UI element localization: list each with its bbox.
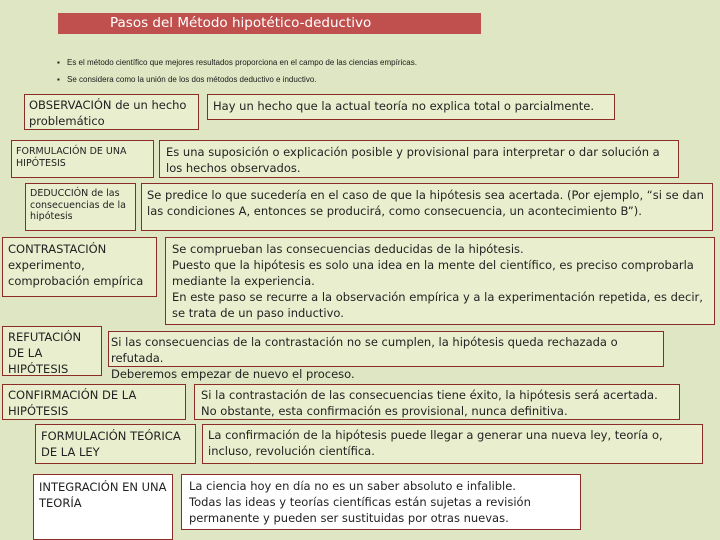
contrastacion-label-box	[2, 237, 157, 297]
observacion-text: Hay un hecho que la actual teoría no explica total o parcialmente.	[213, 99, 594, 113]
teoria-text-box	[181, 474, 581, 530]
formulacion-label: FORMULACIÓN DE UNA HIPÓTESIS	[16, 146, 127, 169]
contrastacion-line: Se comprueban las consecuencias deducidas de la hipótesis.	[172, 242, 524, 256]
bullet-dot-icon: ▪	[57, 58, 60, 67]
deduccion-label: DEDUCCIÓN de las consecuencias de la hipótesis	[30, 188, 126, 222]
teoria-label: INTEGRACIÓN EN UNA TEORÍA	[39, 480, 167, 510]
deduccion-text-box	[141, 183, 713, 231]
refutacion-text-box	[108, 331, 664, 381]
contrastacion-label: CONTRASTACIÓN experimento, comprobación empírica	[8, 242, 144, 288]
confirmacion-line: No obstante, esta confirmación es provisional, nunca definitiva.	[201, 404, 568, 418]
teoria-label-box	[33, 474, 173, 540]
bullet-item: ▪ Se considera como la unión de los dos métodos deductivo e inductivo.	[57, 71, 507, 88]
contrastacion-line: Puesto que la hipótesis es solo una idea en la mente del científico, es preciso comprobarla mediante la experiencia.	[172, 258, 694, 288]
refutacion-label-box	[2, 326, 102, 376]
bullet-item: ▪ Es el método científico que mejores resultados proporciona en el campo de las ciencias empíricas.	[57, 54, 507, 71]
refutacion-line: Si las consecuencias de la contrastación no se cumplen, la hipótesis queda rechazada o refutada.	[111, 335, 618, 365]
teoria-line: Todas las ideas y teorías científicas están sujetas a revisión permanente y pueden ser sustituidas por otras nuevas.	[189, 495, 531, 525]
confirmacion-label: CONFIRMACIÓN DE LA HIPÓTESIS	[8, 388, 137, 418]
confirmacion-text-box	[194, 384, 680, 420]
observacion-label-box	[24, 94, 199, 130]
formulacion-text-box	[159, 140, 679, 178]
observacion-text-box	[207, 94, 615, 120]
formulacion-label-box	[11, 140, 154, 178]
bullet-dot-icon: ▪	[57, 75, 60, 84]
refutacion-label: REFUTACIÓN DE LA HIPÓTESIS	[8, 330, 82, 376]
contrastacion-text-box	[165, 237, 715, 325]
intro-bullets	[57, 54, 507, 88]
confirmacion-label-box	[2, 384, 186, 420]
formulacion-text: Es una suposición o explicación posible y provisional para interpretar o dar solución a los hechos observados.	[166, 145, 660, 175]
ley-text: La confirmación de la hipótesis puede llegar a generar una nueva ley, teoría o, incluso, revolución científica.	[208, 428, 663, 458]
deduccion-text: Se predice lo que sucedería en el caso de que la hipótesis sea acertada. (Por ejemplo, “si se dan las condiciones A, entonces se producirá, como consecuencia, un acontecimiento B”).	[147, 188, 704, 218]
confirmacion-line: Si la contrastación de las consecuencias tiene éxito, la hipótesis será acertada.	[201, 388, 658, 402]
ley-label-box	[35, 424, 196, 464]
page-title: Pasos del Método hipotético-deductivo	[58, 13, 481, 34]
contrastacion-line: En este paso se recurre a la observación empírica y a la experimentación repetida, es decir, se trata de un paso inductivo.	[172, 290, 703, 320]
teoria-line: La ciencia hoy en día no es un saber absoluto e infalible.	[189, 479, 516, 493]
observacion-label: OBSERVACIÓN de un hecho problemático	[29, 98, 187, 128]
deduccion-label-box	[25, 183, 136, 231]
refutacion-line: Deberemos empezar de nuevo el proceso.	[111, 367, 355, 381]
ley-label: FORMULACIÓN TEÓRICA DE LA LEY	[41, 429, 181, 459]
ley-text-box	[202, 424, 703, 464]
